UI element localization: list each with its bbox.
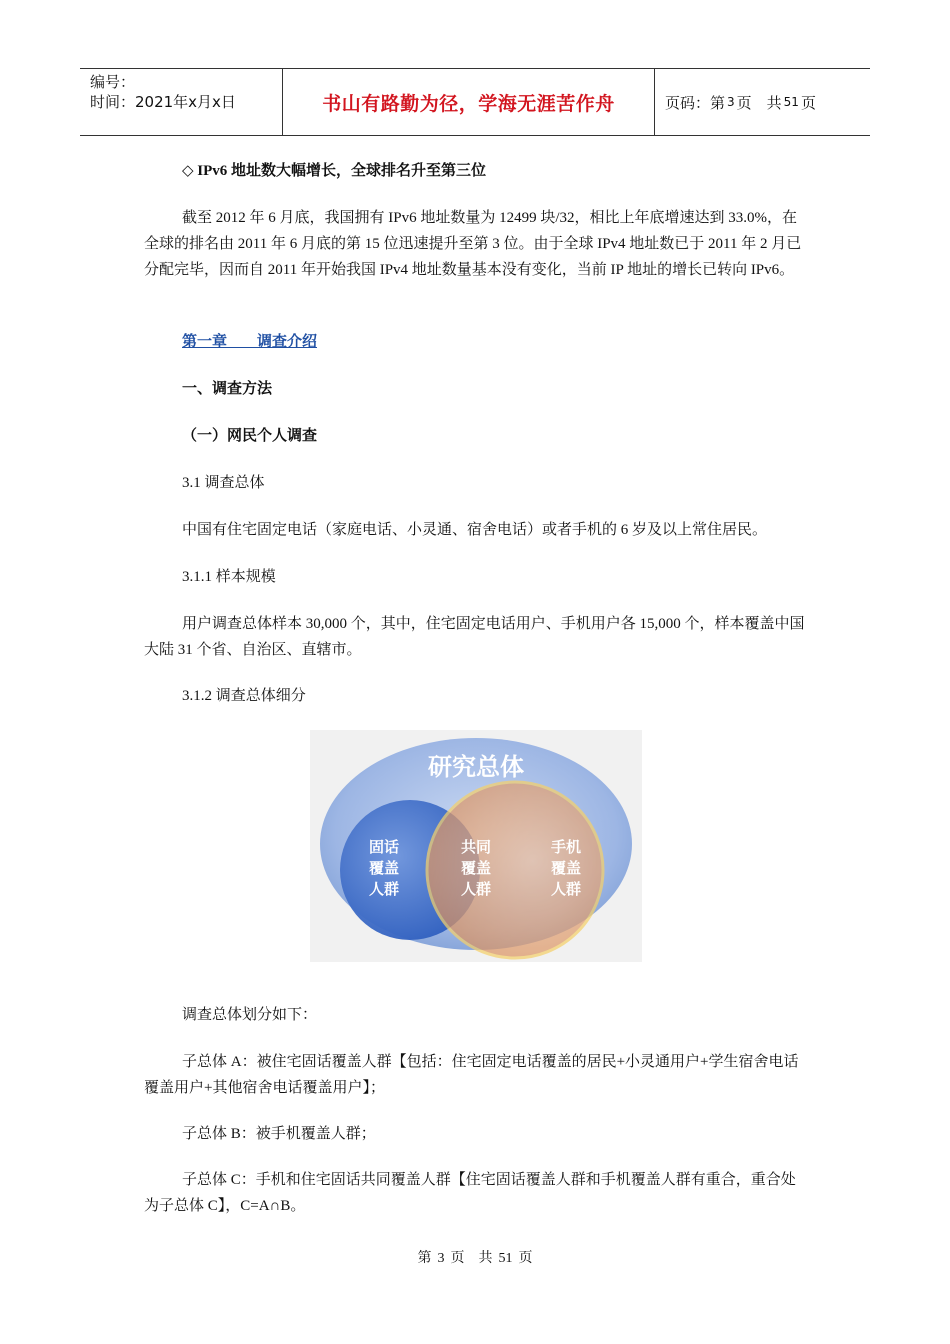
paragraph-3-1: 中国有住宅固定电话（家庭电话、小灵通、宿舍电话）或者手机的 6 岁及以上常住居民。 [182, 522, 768, 538]
venn-figure [310, 730, 642, 962]
right-label-1: 手机 [550, 838, 582, 856]
subsection-heading: （一）网民个人调查 [182, 428, 318, 444]
section-heading: 一、调查方法 [182, 381, 273, 397]
paragraph-subpop-c: 子总体 C：手机和住宅固话共同覆盖人群【住宅固话覆盖人群和手机覆盖人群有重合，重合处为子总体 C】，C=A∩B。 [144, 1172, 796, 1214]
paragraph-division: 调查总体划分如下： [182, 1007, 318, 1023]
footer-current: 3 [437, 1251, 445, 1266]
page-current: 3 [727, 95, 735, 109]
left-label-3: 人群 [368, 880, 400, 898]
footer-total: 51 [498, 1251, 513, 1266]
footer-mid: 页 共 [450, 1251, 493, 1266]
left-label-2: 覆盖 [368, 859, 400, 877]
page-total: 51 [783, 95, 799, 109]
page-prefix: 页码：第 [665, 93, 726, 112]
footer-last: 页 [518, 1251, 533, 1266]
number-label: 编号： [90, 73, 136, 91]
heading-3-1-1: 3.1.1 样本规模 [182, 569, 276, 585]
venn-diagram [310, 730, 642, 962]
page-mid: 页 共 [736, 93, 782, 112]
chapter-link-wrap [144, 329, 846, 355]
right-label-2: 覆盖 [550, 859, 582, 877]
center-label-1: 共同 [460, 838, 492, 856]
paragraph-subpop-b: 子总体 B：被手机覆盖人群； [182, 1126, 376, 1142]
center-label-2: 覆盖 [460, 859, 492, 877]
heading-3-1: 3.1 调查总体 [182, 475, 265, 491]
right-label-3: 人群 [550, 880, 582, 898]
page-suffix: 页 [800, 93, 816, 112]
header-table [80, 68, 870, 136]
header-motto-cell [283, 69, 655, 135]
headline: ◇ IPv6 地址数大幅增长，全球排名升至第三位 [182, 163, 487, 179]
left-label-1: 固话 [368, 838, 400, 856]
header-meta [80, 69, 283, 135]
time-label: 时间：2021年x月x日 [90, 93, 236, 111]
footer-first: 第 [417, 1251, 432, 1266]
page-footer [0, 1247, 950, 1267]
outer-label: 研究总体 [428, 753, 524, 781]
chapter-link[interactable]: 第一章 调查介绍 [182, 334, 318, 350]
motto: 书山有路勤为径，学海无涯苦作舟 [322, 92, 615, 115]
paragraph-3-1-1: 用户调查总体样本 30,000 个，其中，住宅固定电话用户、手机用户各 15,000 个，样本覆盖中国大陆 31 个省、自治区、直辖市。 [144, 616, 805, 658]
heading-3-1-2: 3.1.2 调查总体细分 [182, 688, 306, 704]
paragraph-ipv6: 截至 2012 年 6 月底，我国拥有 IPv6 地址数量为 12499 块/32，相比上年底增速达到 33.0%，在全球的排名由 2011 年 6 月底的第 15 位迅速提升至第 3 位。由于全球 IPv4 地址数已于 2011 年 2 月已分配完毕，因而自 2011 年开始我国 IPv4 地址数量基本没有变化，当前 IP 地址的增长已转向 IPv6。 [144, 210, 802, 278]
paragraph-subpop-a: 子总体 A：被住宅固话覆盖人群【包括：住宅固定电话覆盖的居民+小灵通用户+学生宿舍电话覆盖用户+其他宿舍电话覆盖用户】； [144, 1054, 799, 1096]
center-label-3: 人群 [460, 880, 492, 898]
header-page-number [655, 69, 870, 135]
